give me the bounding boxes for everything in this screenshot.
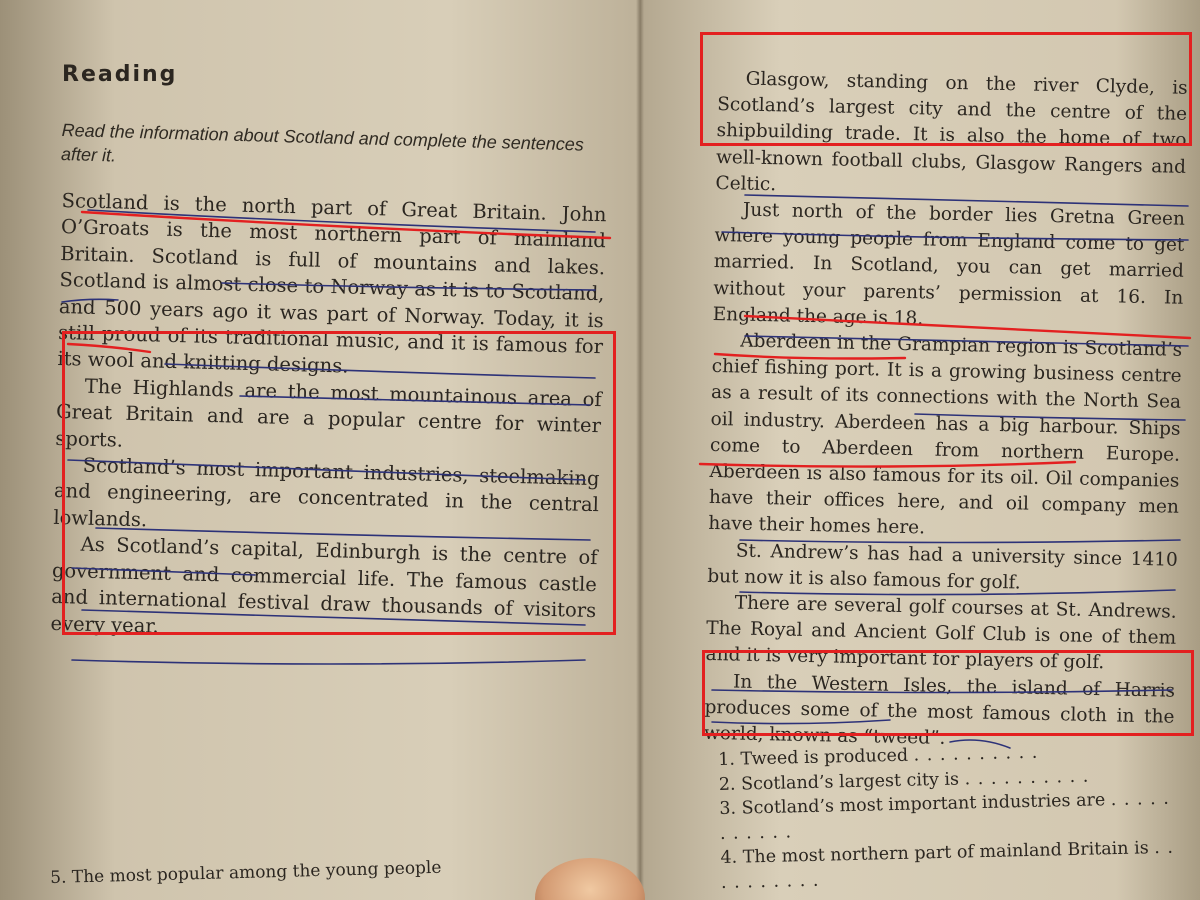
instruction-text: Read the information about Scotland and complete the sentences after it. (60, 119, 585, 166)
question-text: Scotland’s most important industries are (741, 790, 1106, 819)
annotation-box-left (62, 331, 616, 635)
answer-blank: . . . . . . . . . . (964, 766, 1090, 789)
section-heading: Reading (62, 62, 178, 87)
question-text: The most northern part of mainland Britain is (742, 838, 1149, 868)
question-number: 2. (718, 774, 736, 795)
paragraph-industries: Scotland’s most important industries, steelmaking and engineering, are concentrated in the central lowlands. (53, 453, 600, 532)
paragraph-gretna-green: Just north of the border lies Gretna Green where young people from England come to get married. In Scotland, you can get married without your parents’ permission at 16. In England the age is 18. (712, 199, 1186, 330)
question-number: 1. (718, 749, 736, 770)
completion-questions (718, 738, 1181, 895)
paragraph-edinburgh: As Scotland’s capital, Edinburgh is the centre of government and commercial life. The famous castle and international festival draw thousands of visitors every year. (50, 532, 598, 638)
question-text: Scotland’s largest city is (740, 769, 960, 794)
annotation-box-harris (702, 650, 1194, 736)
paragraph-highlands: The Highlands are the most mountainous area of Great Britain and are a popular centre for winter sports. (55, 374, 602, 452)
paragraph-aberdeen: Aberdeen in the Grampian region is Scotland’s chief fishing port. It is a growing business centre as a result of its connections with the North Sea oil industry. Aberdeen has a big harbour. Ships come to Aberdeen from northern Europe. Aberdeen is also famous for its oil. Oil companies have their offices here, and oil company men have their homes here. (708, 330, 1183, 539)
answer-blank: . . . . . . . . . . . (719, 788, 1171, 844)
annotation-box-glasgow (700, 32, 1192, 146)
paragraph-harris-tweed: In the Western Isles, the island of Harris produces some of the most famous cloth in the world, known as “tweed”. (703, 671, 1176, 749)
answer-blank: . . . . . . . . . . (913, 742, 1039, 766)
paragraph-scotland-intro: Scotland is the north part of Great Britain. John O’Groats is the most northern part of mainland Britain. Scotland is full of mountains and lakes. Scotland is almost close to Norway as it is to Scotland, and 500 years ago it was part of Norway. Today, it is still proud of its traditional music, and it is famous for its wool and knitting designs. (57, 188, 607, 378)
paragraph-glasgow: Glasgow, standing on the river Clyde, is Scotland’s largest city and the centre of the shipbuilding trade. It is also the home of two well-known football clubs, Glasgow Rangers and Celtic. (715, 68, 1188, 196)
question-number: 4. (720, 847, 738, 868)
question-text: Tweed is produced (740, 745, 909, 770)
book-gutter (636, 0, 644, 900)
answer-blank: . . . . . . . . . . (720, 837, 1175, 893)
question-5-partial: 5. The most popular among the young people (50, 857, 442, 888)
paragraph-golf: There are several golf courses at St. Andrews. The Royal and Ancient Golf Club is one of them and it is very important for players of golf. (705, 592, 1177, 674)
question-item (720, 836, 1181, 895)
paragraph-st-andrews: St. Andrew’s has had a university since 1410 but now it is also famous for golf. (707, 540, 1178, 594)
question-number: 3. (719, 798, 737, 819)
